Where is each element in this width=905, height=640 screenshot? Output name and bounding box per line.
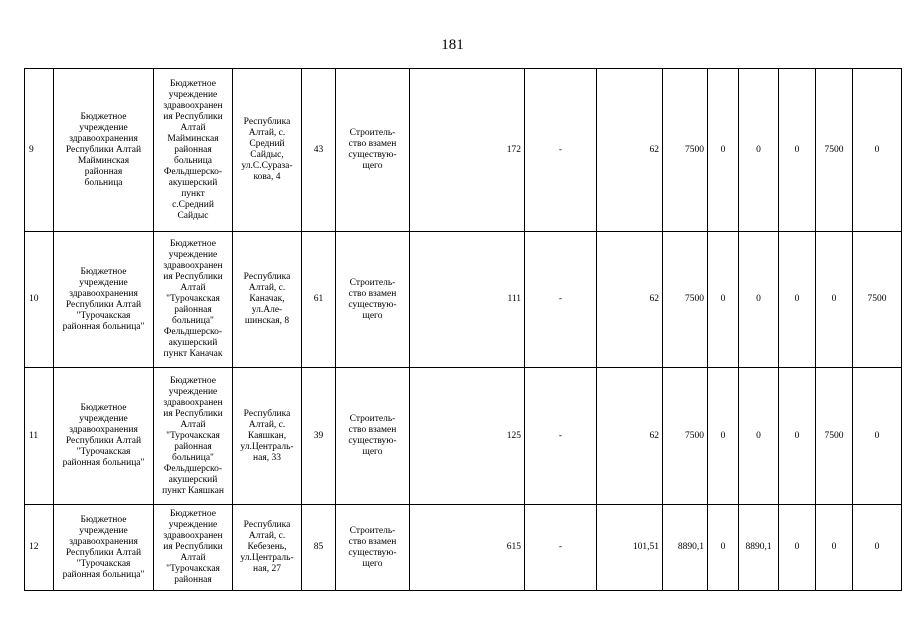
facilities-table	[24, 68, 902, 591]
value-cell-9: 101,51	[597, 505, 663, 591]
row-number: 10	[25, 232, 54, 368]
address-cell: Республика Алтай, с. Кебезень, ул.Централь- ная, 27	[233, 505, 302, 591]
address-cell: Республика Алтай, с. Каначак, ул.Але- шинская, 8	[233, 232, 302, 368]
work-type-cell: Строитель- ство взамен существую- щего	[336, 232, 410, 368]
value-cell-11: 0	[708, 69, 739, 232]
row-number: 9	[25, 69, 54, 232]
value-cell-12: 8890,1	[739, 505, 779, 591]
value-cell-9: 62	[597, 232, 663, 368]
value-cell-7: 111	[410, 232, 525, 368]
value-cell-12: 0	[739, 232, 779, 368]
table-row	[25, 69, 902, 232]
value-cell-7: 172	[410, 69, 525, 232]
value-cell-9: 62	[597, 69, 663, 232]
institution-cell: Бюджетное учреждение здравоохранения Республики Алтай "Турочакская районная больница"	[54, 232, 154, 368]
row-number: 12	[25, 505, 54, 591]
page-number: 181	[441, 37, 464, 53]
value-cell-13: 0	[779, 69, 816, 232]
value-cell-7: 125	[410, 368, 525, 505]
table-row	[25, 505, 902, 591]
value-cell-12: 0	[739, 368, 779, 505]
row-number: 11	[25, 368, 54, 505]
value-cell-15: 0	[853, 69, 902, 232]
value-cell-14: 7500	[816, 368, 853, 505]
value-cell-5: 43	[302, 69, 336, 232]
value-cell-9: 62	[597, 368, 663, 505]
value-cell-12: 0	[739, 69, 779, 232]
value-cell-13: 0	[779, 368, 816, 505]
address-cell: Республика Алтай, с. Каяшкан, ул.Централь- ная, 33	[233, 368, 302, 505]
value-cell-7: 615	[410, 505, 525, 591]
facility-cell: Бюджетное учреждение здравоохранен ия Республики Алтай Майминская районная больница Фельдшерско- акушерский пункт с.Средний Сайдыс	[154, 69, 233, 232]
facility-cell: Бюджетное учреждение здравоохранен ия Республики Алтай "Турочакская районная больница" Фельдшерско- акушерский пункт Каначак	[154, 232, 233, 368]
value-cell-15: 0	[853, 505, 902, 591]
value-cell-13: 0	[779, 232, 816, 368]
address-cell: Республика Алтай, с. Средний Сайдыс, ул.С.Суразa- кова, 4	[233, 69, 302, 232]
value-cell-11: 0	[708, 232, 739, 368]
work-type-cell: Строитель- ство взамен существую- щего	[336, 368, 410, 505]
value-cell-14: 7500	[816, 69, 853, 232]
value-cell-5: 61	[302, 232, 336, 368]
value-cell-15: 0	[853, 368, 902, 505]
institution-cell: Бюджетное учреждение здравоохранения Республики Алтай "Турочакская районная больница"	[54, 368, 154, 505]
value-cell-5: 85	[302, 505, 336, 591]
institution-cell: Бюджетное учреждение здравоохранения Республики Алтай "Турочакская районная больница"	[54, 505, 154, 591]
value-cell-8: -	[525, 69, 597, 232]
value-cell-13: 0	[779, 505, 816, 591]
value-cell-8: -	[525, 505, 597, 591]
value-cell-10: 7500	[663, 368, 708, 505]
value-cell-8: -	[525, 368, 597, 505]
institution-cell: Бюджетное учреждение здравоохранения Республики Алтай Майминская районная больница	[54, 69, 154, 232]
table-row	[25, 368, 902, 505]
value-cell-5: 39	[302, 368, 336, 505]
work-type-cell: Строитель- ство взамен существую- щего	[336, 69, 410, 232]
work-type-cell: Строитель- ство взамен существую- щего	[336, 505, 410, 591]
value-cell-10: 7500	[663, 69, 708, 232]
value-cell-14: 0	[816, 232, 853, 368]
facility-cell: Бюджетное учреждение здравоохранен ия Республики Алтай "Турочакская районная больница" Фельдшерско- акушерский пункт Каяшкан	[154, 368, 233, 505]
value-cell-8: -	[525, 232, 597, 368]
value-cell-10: 7500	[663, 232, 708, 368]
table-row	[25, 232, 902, 368]
value-cell-15: 7500	[853, 232, 902, 368]
value-cell-14: 0	[816, 505, 853, 591]
facility-cell: Бюджетное учреждение здравоохранен ия Республики Алтай "Турочакская районная	[154, 505, 233, 591]
value-cell-11: 0	[708, 368, 739, 505]
value-cell-10: 8890,1	[663, 505, 708, 591]
value-cell-11: 0	[708, 505, 739, 591]
